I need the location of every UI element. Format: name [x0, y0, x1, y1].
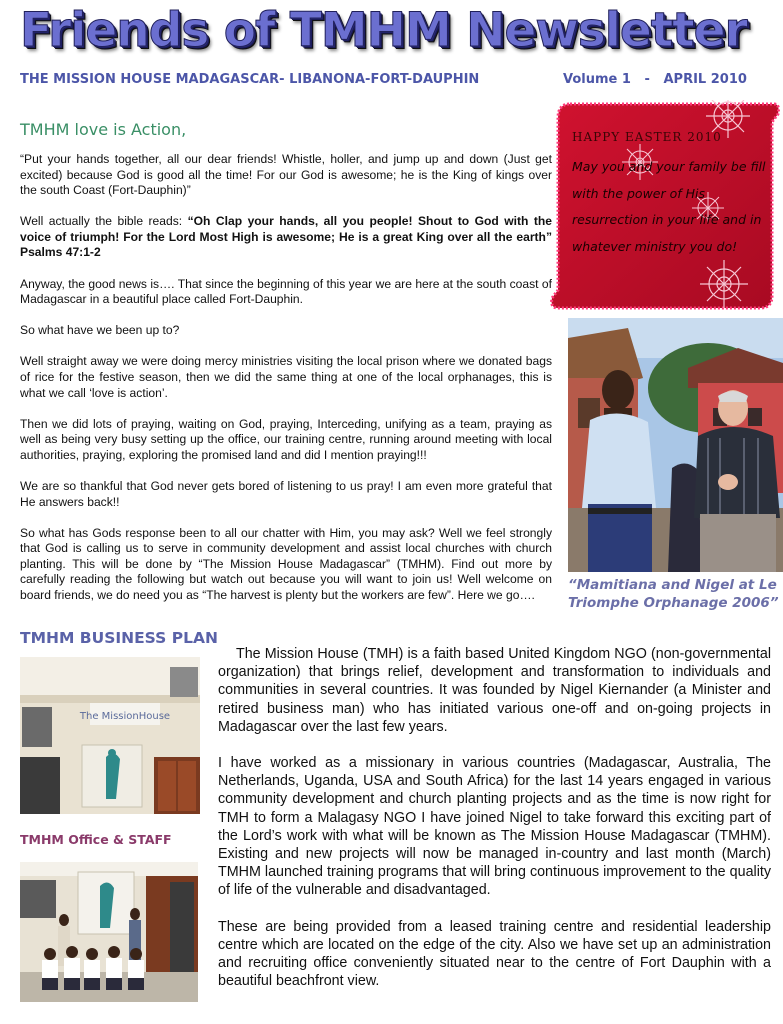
- paragraph: “Put your hands together, all our dear friends! Whistle, holler, and jump up and down (Just get excited) because God is good all the time! For our God is awesome; he is the King of kings over the south Coast (Fort-Dauphin)”: [20, 152, 552, 198]
- paragraph: Anyway, the good news is…. That since the beginning of this year we are here at the south coast of Madagascar in a beautiful place called Fort-Dauphin.: [20, 276, 552, 307]
- paragraph: So what has Gods response been to all our chatter with Him, you may ask? Well we feel strongly that God is calling us to serve in community development and assist local churches with church planting. This will be done by “The Mission House Madagascar” (TMHM). Find out more by carefully reading the following but watch out because you will want to join us! Well welcome on board friends, we do need you as “The harvest is plenty but the workers are few”. Here we go….: [20, 525, 552, 602]
- paragraph: Then we did lots of praying, waiting on God, praying, Interceding, unifying as a team, praying as well as being very busy setting up the office, our training centre, running around meeting with local authorities, praying, exploring the promised land and did I mention praying!!!: [20, 416, 552, 462]
- snowflake-icon: [700, 260, 748, 308]
- intro-article: [20, 152, 552, 619]
- paragraph: We are so thankful that God never gets bored of listening to us pray! I am even more grateful that He answers back!!: [20, 478, 552, 509]
- photo-caption: “Mamitiana and Nigel at Le Triomphe Orphanage 2006”: [568, 577, 779, 611]
- paragraph: So what have we been up to?: [20, 323, 180, 338]
- scripture-quote: “Oh Clap your hands, all you people! Shout to God with the voice of triumph! For the Lord Most High is awesome; He is a great King over all the earth” Psalms 47:1-2: [20, 214, 553, 260]
- easter-greeting-card: [548, 100, 780, 312]
- section-heading: TMHM BUSINESS PLAN: [20, 629, 218, 647]
- subheader: [20, 72, 765, 92]
- newsletter-title: Friends of TMHM Newsletter: [20, 3, 747, 58]
- easter-text: [572, 130, 768, 260]
- business-plan-article: [218, 645, 771, 1008]
- orphanage-photo: [568, 318, 783, 572]
- easter-title: HAPPY EASTER 2010: [572, 130, 722, 144]
- staff-group-photo: [20, 862, 198, 1002]
- issue-line: Volume 1 - APRIL 2010: [563, 72, 747, 87]
- paragraph: Well straight away we were doing mercy ministries visiting the local prison where we donated bags of rice for the festive season, then we did the same thing at one of the local orphanages, this is what we call ‘love is action’.: [20, 354, 552, 400]
- paragraph-lead: Well actually the bible reads:: [20, 214, 188, 229]
- paragraph: [20, 214, 552, 261]
- paragraph: The Mission House (TMH) is a faith based United Kingdom NGO (non-governmental organization) that brings relief, development and transformation to individuals and communities in several countries. It was founded by Nigel Kiernander (a Minister and retired business man) who has initiated various one-off and on-going projects in Madagascar over the last few years.: [218, 646, 771, 735]
- sign-text: The MissionHouse: [79, 711, 171, 722]
- paragraph: I have worked as a missionary in various countries (Madagascar, Australia, The Netherlands, Uganda, USA and South Africa) for the last 14 years engaged in various community development and church planting projects and as the time is now right for TMH to form a Malagasy NGO I have joined Nigel to take forward this exciting part of the Lord’s work with what will be known as The Mission House Madagascar (TMHM). Existing and new projects will now be managed in-country and last month (March) TMHM launched training programs that will bring continuous improvement to the quality of life of the vulnerable and disadvantaged.: [218, 755, 771, 899]
- organization-line: THE MISSION HOUSE MADAGASCAR- LIBANONA-FORT-DAUPHIN: [20, 72, 480, 87]
- easter-message: May you and your family be fill with the power of His resurrection in your life and in whatever ministry you do!: [572, 159, 766, 254]
- office-building-photo: [20, 657, 200, 814]
- article-heading: TMHM love is Action,: [20, 120, 187, 139]
- office-staff-label: TMHM Office & STAFF: [20, 832, 172, 847]
- paragraph: These are being provided from a leased training centre and residential leadership centre which are located on the edge of the city. Also we have set up an administration and recruiting office conveniently situated near to the centre of Fort Dauphin with a beautiful beachfront view.: [218, 918, 771, 990]
